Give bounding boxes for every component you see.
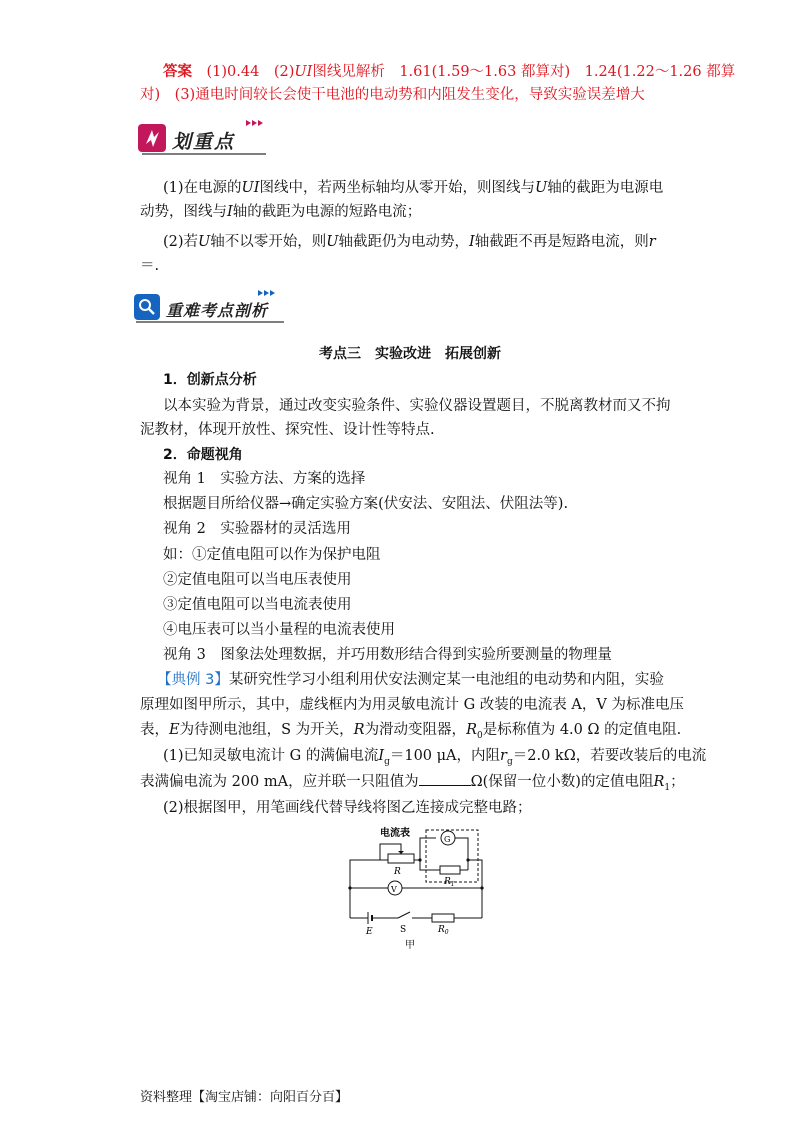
voltmeter-label: V: [391, 885, 397, 894]
heading-innovation: 1．创新点分析: [163, 372, 257, 388]
key-point-1-line-1: (1)在电源的UI图线中，若两坐标轴均从零开始，则图线与U轴的截距为电源电: [163, 180, 664, 196]
example-line-2: 原理如图甲所示，其中，虚线框内为用灵敏电流计 G 改装的电流表 A，V 为标准电压: [140, 697, 684, 713]
view-2-item-4: ④电压表可以当小量程的电流表使用: [163, 622, 395, 638]
answer-blank: [419, 771, 471, 786]
innovation-text-2: 泥教材，体现开放性、探究性、设计性等特点.: [140, 422, 435, 438]
key-point-2-line-1: (2)若U轴不以零开始，则U轴截距仍为电动势，I轴截距不再是短路电流，则r: [163, 234, 656, 250]
key-points-banner: [138, 120, 268, 156]
answer-line-2: 对) (3)通电时间较长会使干电池的电动势和内阻发生变化，导致实验误差增大: [140, 87, 645, 103]
example-tag: 【典例 3】: [157, 672, 229, 688]
figure-caption: 甲: [405, 940, 415, 951]
battery-label: E: [366, 927, 373, 937]
galvanometer-label: G: [444, 835, 451, 844]
switch-label: S: [400, 925, 407, 935]
key-point-2-line-2: ＝.: [140, 258, 160, 274]
view-3-title: 视角 3 图象法处理数据，并巧用数形结合得到实验所要测量的物理量: [163, 647, 612, 663]
analysis-title: 重难考点剖析: [166, 301, 269, 320]
heading-perspectives: 2．命题视角: [163, 447, 243, 463]
view-2-title: 视角 2 实验器材的灵活选用: [163, 521, 351, 537]
r0-label: $R_0$: [438, 925, 449, 936]
example-line-3: 表，E为待测电池组，S 为开关，R为滑动变阻器，$R_0$是标称值为 4.0 Ω 的定值电阻.: [140, 722, 682, 741]
answer-label: 答案: [163, 64, 192, 80]
view-2-item-2: ②定值电阻可以当电压表使用: [163, 572, 352, 588]
circuit-svg: [340, 822, 490, 954]
example-line-1: 【典例 3】某研究性学习小组利用伏安法测定某一电池组的电动势和内阻，实验: [157, 672, 664, 688]
innovation-text-1: 以本实验为背景，通过改变实验条件、实验仪器设置题目，不脱离教材而又不拘: [163, 398, 671, 414]
answer-part-1: (1)0.44 (2): [206, 64, 295, 80]
view-1-text: 根据题目所给仪器→确定实验方案(伏安法、安阻法、伏阻法等).: [163, 496, 569, 512]
section-title: 考点三 实验改进 拓展创新: [319, 346, 501, 362]
question-1-line-1: (1)已知灵敏电流计 G 的满偏电流$I_g=100$ μA，内阻$r_g=2.0$ kΩ，若要改装后的电流: [163, 748, 707, 767]
answer-line-1: [163, 61, 736, 83]
question-2: (2)根据图甲，用笔画线代替导线将图乙连接成完整电路；: [163, 800, 532, 816]
footer-text: 资料整理【淘宝店铺：向阳百分百】: [140, 1090, 349, 1105]
r1-label: $R_1$: [444, 877, 455, 888]
answer-part-2: 图线见解析 1.61(1.59～1.63 都算对) 1.24(1.22～1.26 都算: [312, 64, 736, 80]
view-2-item-3: ③定值电阻可以当电流表使用: [163, 597, 352, 613]
rheostat-label: R: [394, 867, 401, 877]
analysis-banner: [134, 290, 286, 324]
ammeter-label: 电流表: [380, 828, 410, 839]
view-1-title: 视角 1 实验方法、方案的选择: [163, 471, 366, 487]
view-2-item-1: 如：①定值电阻可以作为保护电阻: [163, 547, 381, 563]
key-point-1-line-2: 动势，图线与I轴的截距为电源的短路电流；: [140, 204, 422, 220]
key-points-title: 划重点: [172, 131, 236, 153]
answer-ui: UI: [294, 64, 313, 80]
question-1-line-2: 表满偏电流为 200 mA，应并联一只阻值为 Ω(保留一位小数)的定值电阻$R_1$；: [140, 771, 680, 799]
circuit-diagram: [340, 822, 490, 954]
